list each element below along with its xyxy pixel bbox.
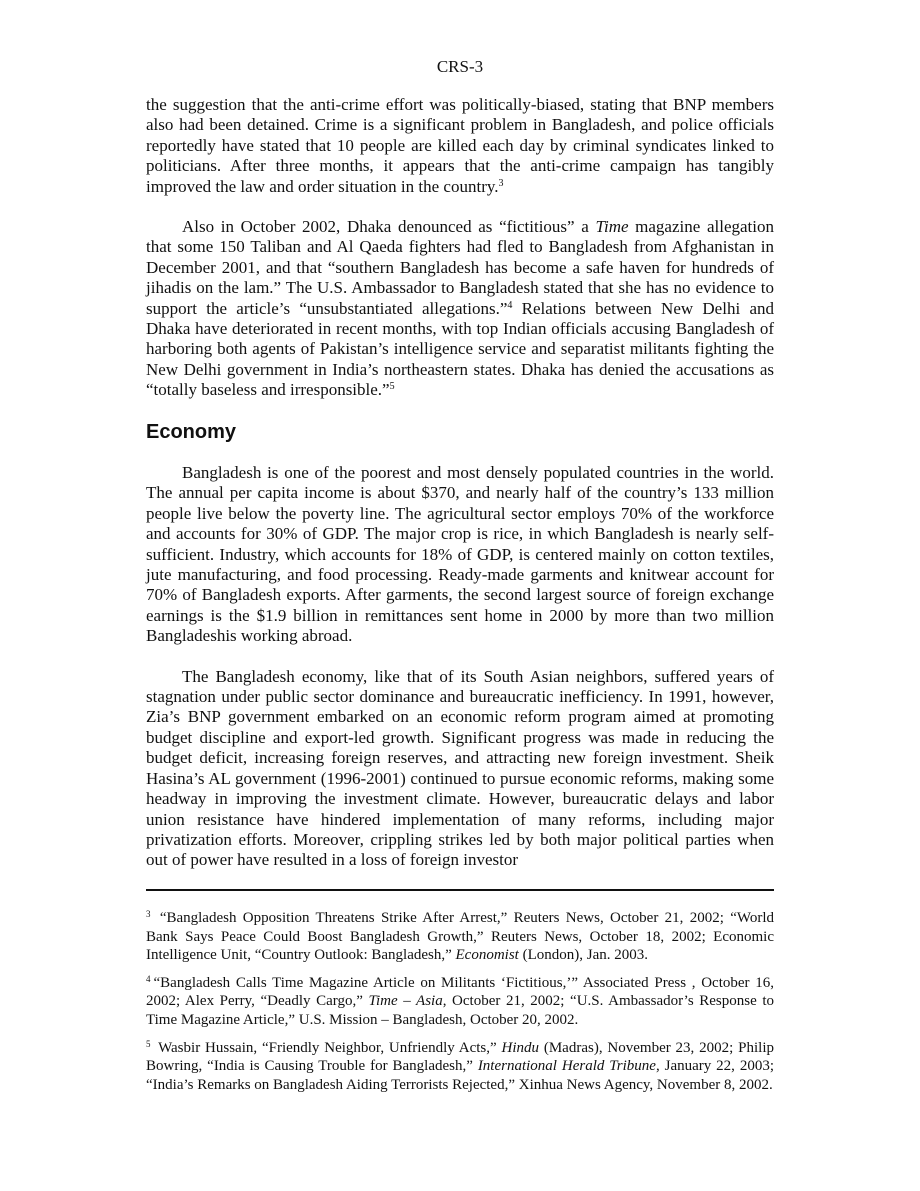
paragraph-crime-text: the suggestion that the anti-crime effort was politically-biased, stating that BNP members also had been detained. Crime is a significant problem in Bangladesh, and police officials reportedly have stated that 10 people are killed each day by criminal syndicates linked to politicians. After three months, it appears that the anti-crime campaign has tangibly improved the law and order situation in the country. <box>146 95 774 196</box>
page-number: CRS-3 <box>436 57 484 76</box>
paragraph-time-allegation <box>146 217 774 401</box>
footnotes <box>146 909 774 1103</box>
text-segment: “Bangladesh Calls Time Magazine Article on Militants ‘Fictitious,’” Associated Press , October 16, 2002; Alex Perry, “Deadly Cargo,” <box>146 974 774 1010</box>
text-segment: Relations between New Delhi and Dhaka have deteriorated in recent months, with top Indian officials accusing Bangladesh of harboring both agents of Pakistan’s intelligence service and separatist militants fighting the New Delhi government in India’s northeastern states. Dhaka has denied the accusations as “totally baseless and irresponsible.” <box>146 298 774 400</box>
text-segment: “Bangladesh Opposition Threatens Strike After Arrest,” Reuters News, October 21, 2002; “World Bank Says Peace Could Boost Bangladesh Growth,” Reuters News, October 18, 2002; Economic Intelligence Unit, “Country Outlook: Bangladesh,” <box>146 910 774 964</box>
italic-time-asia: Time – Asia <box>368 993 443 1010</box>
section-heading-economy: Economy <box>146 421 237 443</box>
footnote-3 <box>146 909 774 965</box>
footnote-mark: 4 <box>146 973 151 984</box>
text-segment: , January 22, 2003; “India’s Remarks on Bangladesh Aiding Terrorists Rejected,” Xinhua News Agency, November 8, 2002. <box>146 1058 774 1093</box>
paragraph-economy-reform: The Bangladesh economy, like that of its South Asian neighbors, suffered years of stagnation under public sector dominance and bureaucratic inefficiency. In 1991, however, Zia’s BNP government embarked on an economic reform program aimed at promoting budget discipline and export-led growth. Significant progress was made in reducing the budget deficit, increasing foreign reserves, and attracting new foreign investment. Sheik Hasina’s AL government (1996-2001) continued to pursue economic reforms, making some headway in improving the investment climate. However, bureaucratic delays and labor union resistance have hindered implementation of many reforms, including major privatization efforts. Moreover, crippling strikes led by both major political parties when out of power have resulted in a loss of foreign investor <box>146 666 774 870</box>
text-segment: (London), Jan. 2003. <box>518 947 648 964</box>
text-segment: Wasbir Hussain, “Friendly Neighbor, Unfriendly Acts,” <box>153 1039 502 1056</box>
footnote-4 <box>146 974 774 1030</box>
italic-time: Time <box>595 217 629 237</box>
text-segment: Also in October 2002, Dhaka denounced as “fictitious” a <box>182 217 596 237</box>
italic-economist: Economist <box>455 947 519 964</box>
text-segment: , October 21, 2002; “U.S. Ambassador’s Response to Time Magazine Article,” U.S. Mission – Bangladesh, October 20, 2002. <box>146 993 775 1028</box>
footnote-ref-4: 4 <box>507 299 513 311</box>
footnote-mark: 5 <box>146 1038 151 1049</box>
paragraph-crime <box>146 95 774 197</box>
footnote-ref-3: 3 <box>498 177 504 189</box>
footnote-mark: 3 <box>146 909 151 919</box>
italic-iht: International Herald Tribune <box>477 1058 656 1075</box>
text-segment: magazine allegation that some 150 Taliban and Al Qaeda fighters had fled to Bangladesh from Afghanistan in December 2001, and that “southern Bangladesh has become a safe haven for hundreds of jihadis on the lam.” The U.S. Ambassador to Bangladesh stated that she has no evidence to support the article’s “unsubstantiated allegations.” <box>146 217 774 318</box>
main-text <box>146 95 774 401</box>
paragraph-economy-overview: Bangladesh is one of the poorest and most densely populated countries in the world. The annual per capita income is about $370, and nearly half of the country’s 133 million people live below the poverty line. The agricultural sector employs 70% of the workforce and accounts for 30% of GDP. The major crop is rice, in which Bangladesh is nearly self-sufficient. Industry, which accounts for 18% of GDP, is centered mainly on cotton textiles, jute manufacturing, and food processing. Ready-made garments and knitwear account for 70% of Bangladesh exports. After garments, the second largest source of foreign exchange earnings is the $1.9 billion in remittances sent home in 2000 by more than two million Bangladeshis working abroad. <box>146 463 774 646</box>
footnote-divider <box>146 889 774 891</box>
economy-text <box>146 463 774 871</box>
text-segment: (Madras), November 23, 2002; Philip Bowring, “India is Causing Trouble for Bangladesh,” <box>146 1039 774 1075</box>
footnote-5 <box>146 1039 774 1095</box>
italic-hindu: Hindu <box>501 1039 539 1056</box>
footnote-ref-5: 5 <box>389 381 395 393</box>
